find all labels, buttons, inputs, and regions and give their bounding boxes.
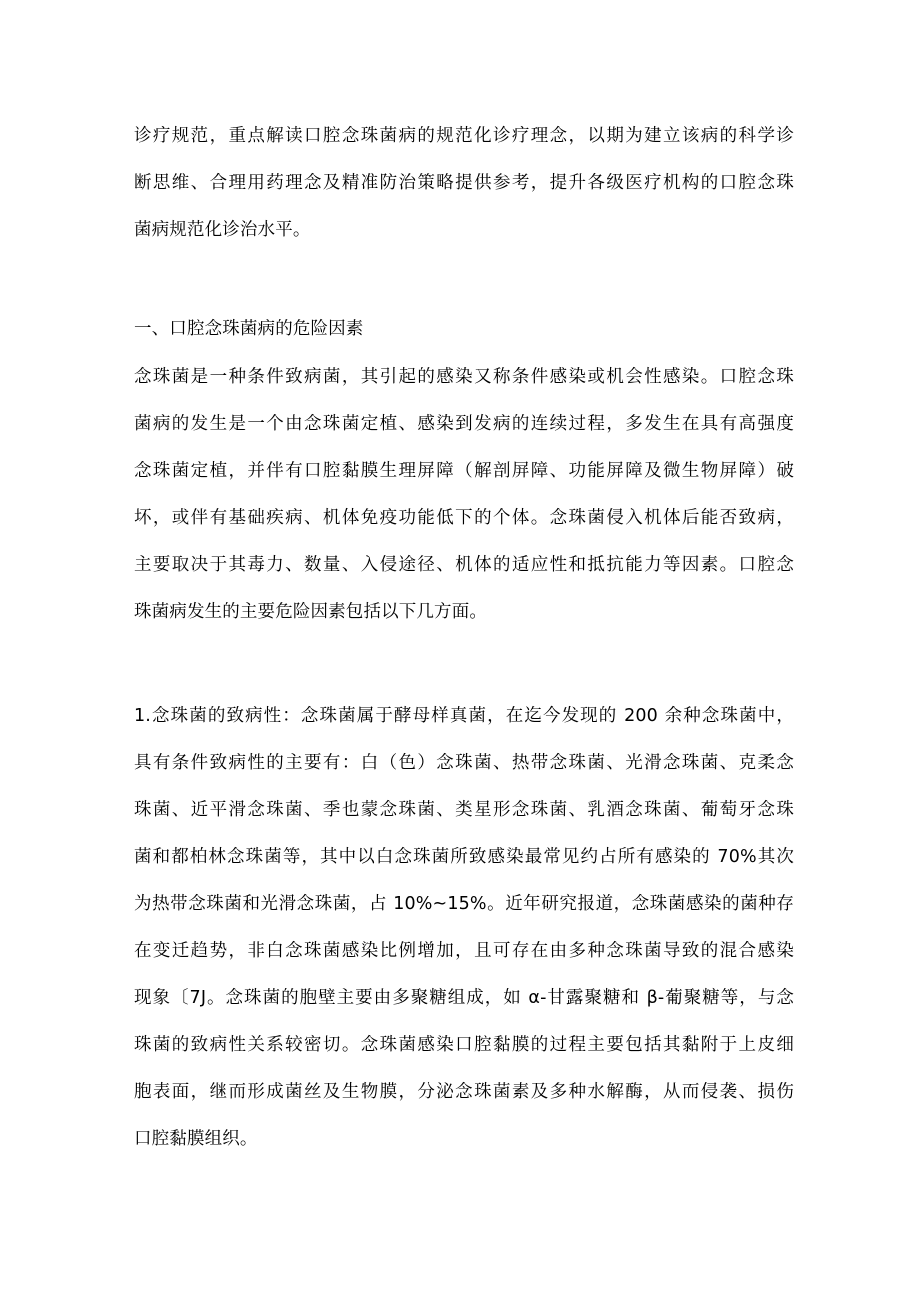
- section-1-heading: 一、口腔念珠菌病的危险因素: [134, 319, 364, 339]
- text-line: 具有条件致病性的主要有：白（色）念珠菌、热带念珠菌、光滑念珠菌、克柔念: [134, 753, 794, 773]
- text-line: 诊疗规范，重点解读口腔念珠菌病的规范化诊疗理念，以期为建立该病的科学诊: [134, 126, 794, 146]
- text-line: 坏，或伴有基础疾病、机体免疫功能低下的个体。念珠菌侵入机体后能否致病，: [134, 508, 794, 528]
- text-line: 口腔黏膜组织。: [134, 1129, 258, 1149]
- text-line: 胞表面，继而形成菌丝及生物膜，分泌念珠菌素及多种水解酶，从而侵袭、损伤: [134, 1082, 794, 1102]
- text-line: 珠菌的致病性关系较密切。念珠菌感染口腔黏膜的过程主要包括其黏附于上皮细: [134, 1035, 794, 1055]
- section-1-paragraph: [134, 354, 794, 636]
- section-heading: [134, 306, 794, 353]
- text-line: 菌和都柏林念珠菌等，其中以白念珠菌所致感染最常见约占所有感染的 70%其次: [134, 847, 794, 867]
- text-line: 珠菌、近平滑念珠菌、季也蒙念珠菌、类星形念珠菌、乳酒念珠菌、葡萄牙念珠: [134, 800, 794, 820]
- text-line: 为热带念珠菌和光滑念珠菌，占 10%~15%。近年研究报道，念珠菌感染的菌种存: [134, 894, 794, 914]
- point-1-paragraph: [134, 693, 794, 1163]
- text-line: 念珠菌是一种条件致病菌，其引起的感染又称条件感染或机会性感染。口腔念珠: [134, 367, 794, 387]
- text-line: 珠菌病发生的主要危险因素包括以下几方面。: [134, 602, 487, 622]
- text-line: 1.念珠菌的致病性：念珠菌属于酵母样真菌，在迄今发现的 200 余种念珠菌中，: [134, 706, 794, 726]
- text-line: 主要取决于其毒力、数量、入侵途径、机体的适应性和抵抗能力等因素。口腔念: [134, 555, 794, 575]
- text-line: 断思维、合理用药理念及精准防治策略提供参考，提升各级医疗机构的口腔念珠: [134, 173, 794, 193]
- text-line: 菌病规范化诊治水平。: [134, 220, 311, 240]
- text-line: 念珠菌定植，并伴有口腔黏膜生理屏障（解剖屏障、功能屏障及微生物屏障）破: [134, 461, 794, 481]
- intro-paragraph: [134, 113, 794, 254]
- text-line: 在变迁趋势，非白念珠菌感染比例增加，且可存在由多种念珠菌导致的混合感染: [134, 941, 794, 961]
- text-line: 现象〔7J。念珠菌的胞壁主要由多聚糖组成，如 α-甘露聚糖和 β-葡聚糖等，与念: [134, 988, 794, 1008]
- text-line: 菌病的发生是一个由念珠菌定植、感染到发病的连续过程，多发生在具有高强度: [134, 414, 794, 434]
